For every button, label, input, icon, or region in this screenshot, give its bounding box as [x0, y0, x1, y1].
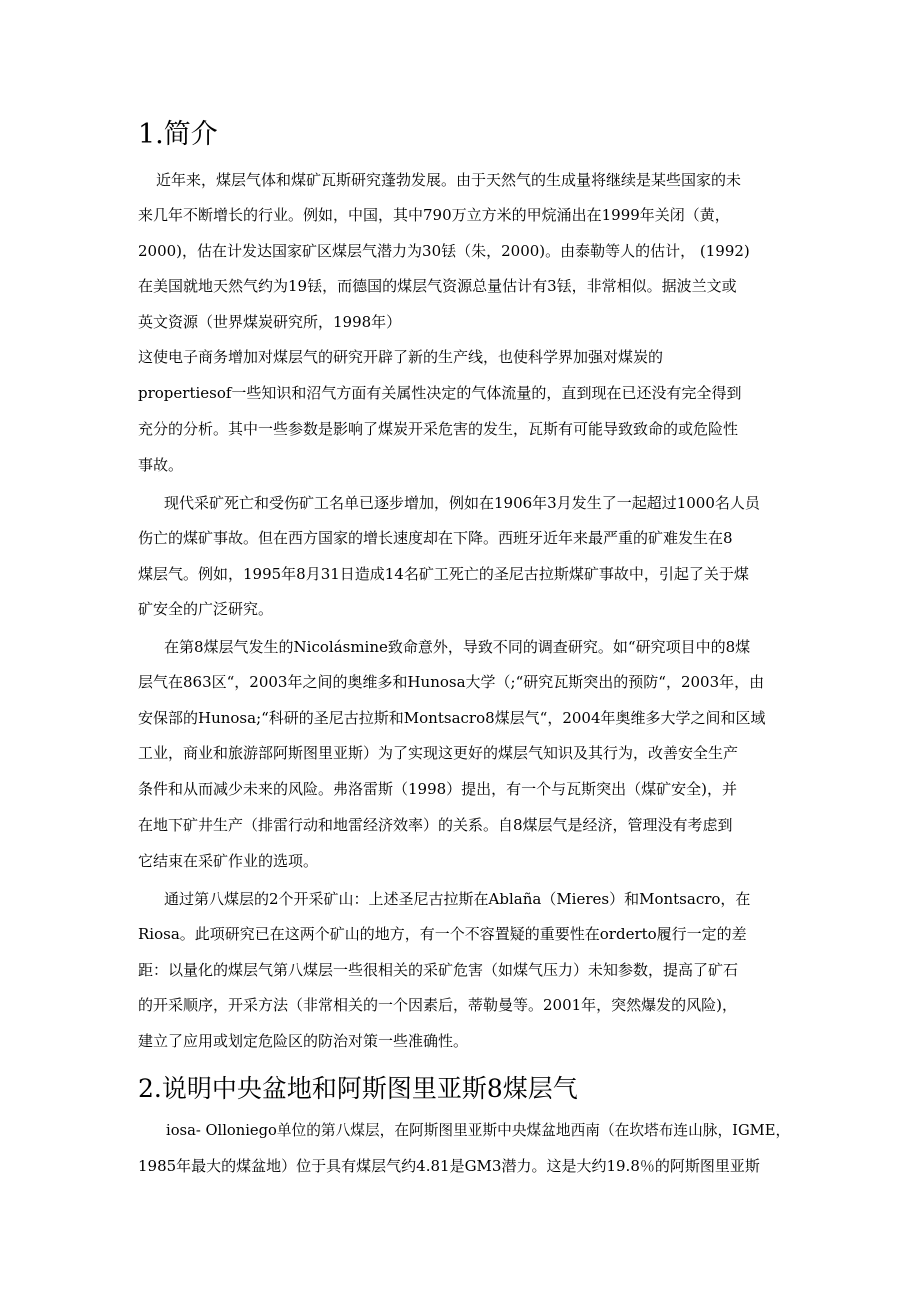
paragraph-line: 充分的分析。其中一些参数是影响了煤炭开采危害的发生，瓦斯有可能导致致命的或危险性	[138, 420, 739, 438]
paragraph-line: 伤亡的煤矿事故。但在西方国家的增长速度却在下降。西班牙近年来最严重的矿难发生在8	[138, 529, 733, 547]
paragraph-line: 在地下矿井生产（排雷行动和地雷经济效率）的关系。自8煤层气是经济，管理没有考虑到	[138, 816, 733, 834]
paragraph-line: 的开采顺序，开采方法（非常相关的一个因素后，蒂勒曼等。2001年，突然爆发的风险)，	[138, 996, 738, 1014]
paragraph-line: 近年来，煤层气体和煤矿瓦斯研究蓬勃发展。由于天然气的生成量将继续是某些国家的未	[156, 171, 742, 189]
paragraph-line: 它结束在采矿作业的选项。	[138, 852, 319, 870]
paragraph-line: 条件和从而减少未来的风险。弗洛雷斯（1998）提出，有一个与瓦斯突出（煤矿安全)，并	[138, 780, 738, 798]
paragraph-line: 这使电子商务增加对煤层气的研究开辟了新的生产线，也使科学界加强对煤炭的	[138, 348, 664, 366]
paragraph-line: 层气在863区“，2003年之间的奥维多和Hunosa大学（;“研究瓦斯突出的预防“，2003年，由	[138, 673, 765, 691]
section-1-heading: 1.简介	[138, 119, 218, 150]
paragraph-line: iosa- Olloniego单位的第八煤层，在阿斯图里亚斯中央煤盆地西南（在坎塔布连山脉，IGME，	[166, 1122, 791, 1139]
paragraph-line: 在第8煤层气发生的Nicolásmine致命意外，导致不同的调查研究。如“研究项目中的8煤	[164, 638, 751, 656]
paragraph-line: propertiesof一些知识和沼气方面有关属性决定的气体流量的，直到现在已还没有完全得到	[138, 384, 742, 402]
paragraph-line: 现代采矿死亡和受伤矿工名单已逐步增加，例如在1906年3月发生了一起超过1000名人员	[164, 494, 760, 512]
paragraph-line: 煤层气。例如，1995年8月31日造成14名矿工死亡的圣尼古拉斯煤矿事故中，引起了关于煤	[138, 565, 749, 583]
paragraph-line: 通过第八煤层的2个开采矿山：上述圣尼古拉斯在Ablaña（Mieres）和Montsacro，在	[164, 890, 751, 908]
paragraph-line: 来几年不断增长的行业。例如，中国，其中790万立方米的甲烷涌出在1999年关闭（黄，	[138, 206, 730, 224]
paragraph-line: 矿安全的广泛研究。	[138, 600, 274, 618]
paragraph-line: 距：以量化的煤层气第八煤层一些很相关的采矿危害（如煤气压力）未知参数，提高了矿石	[138, 961, 739, 979]
paragraph-line: 1985年最大的煤盆地）位于具有煤层气约4.81是GM3潜力。这是大约19.8％的阿斯图里亚斯	[138, 1157, 760, 1175]
paragraph-line: 英文资源（世界煤炭研究所，1998年）	[138, 313, 402, 331]
paragraph-line: 安保部的Hunosa;“科研的圣尼古拉斯和Montsacro8煤层气“，2004年奥维多大学之间和区域	[138, 709, 766, 727]
paragraph-line: 工业，商业和旅游部阿斯图里亚斯）为了实现这更好的煤层气知识及其行为，改善安全生产	[138, 744, 739, 762]
section-2-heading: 2.说明中央盆地和阿斯图里亚斯8煤层气	[138, 1074, 578, 1103]
paragraph-line: 2000)，估在计发达国家矿区煤层气潜力为30铥（朱，2000)。由泰勒等人的估计， (1992)	[138, 242, 750, 260]
paragraph-line: 事故。	[138, 456, 184, 474]
paragraph-line: 建立了应用或划定危险区的防治对策一些准确性。	[138, 1032, 469, 1050]
paragraph-line: 在美国就地天然气约为19铥，而德国的煤层气资源总量估计有3铥，非常相似。据波兰文或	[138, 277, 737, 295]
paragraph-line: Riosa。此项研究已在这两个矿山的地方，有一个不容置疑的重要性在orderto履行一定的差	[138, 925, 747, 943]
